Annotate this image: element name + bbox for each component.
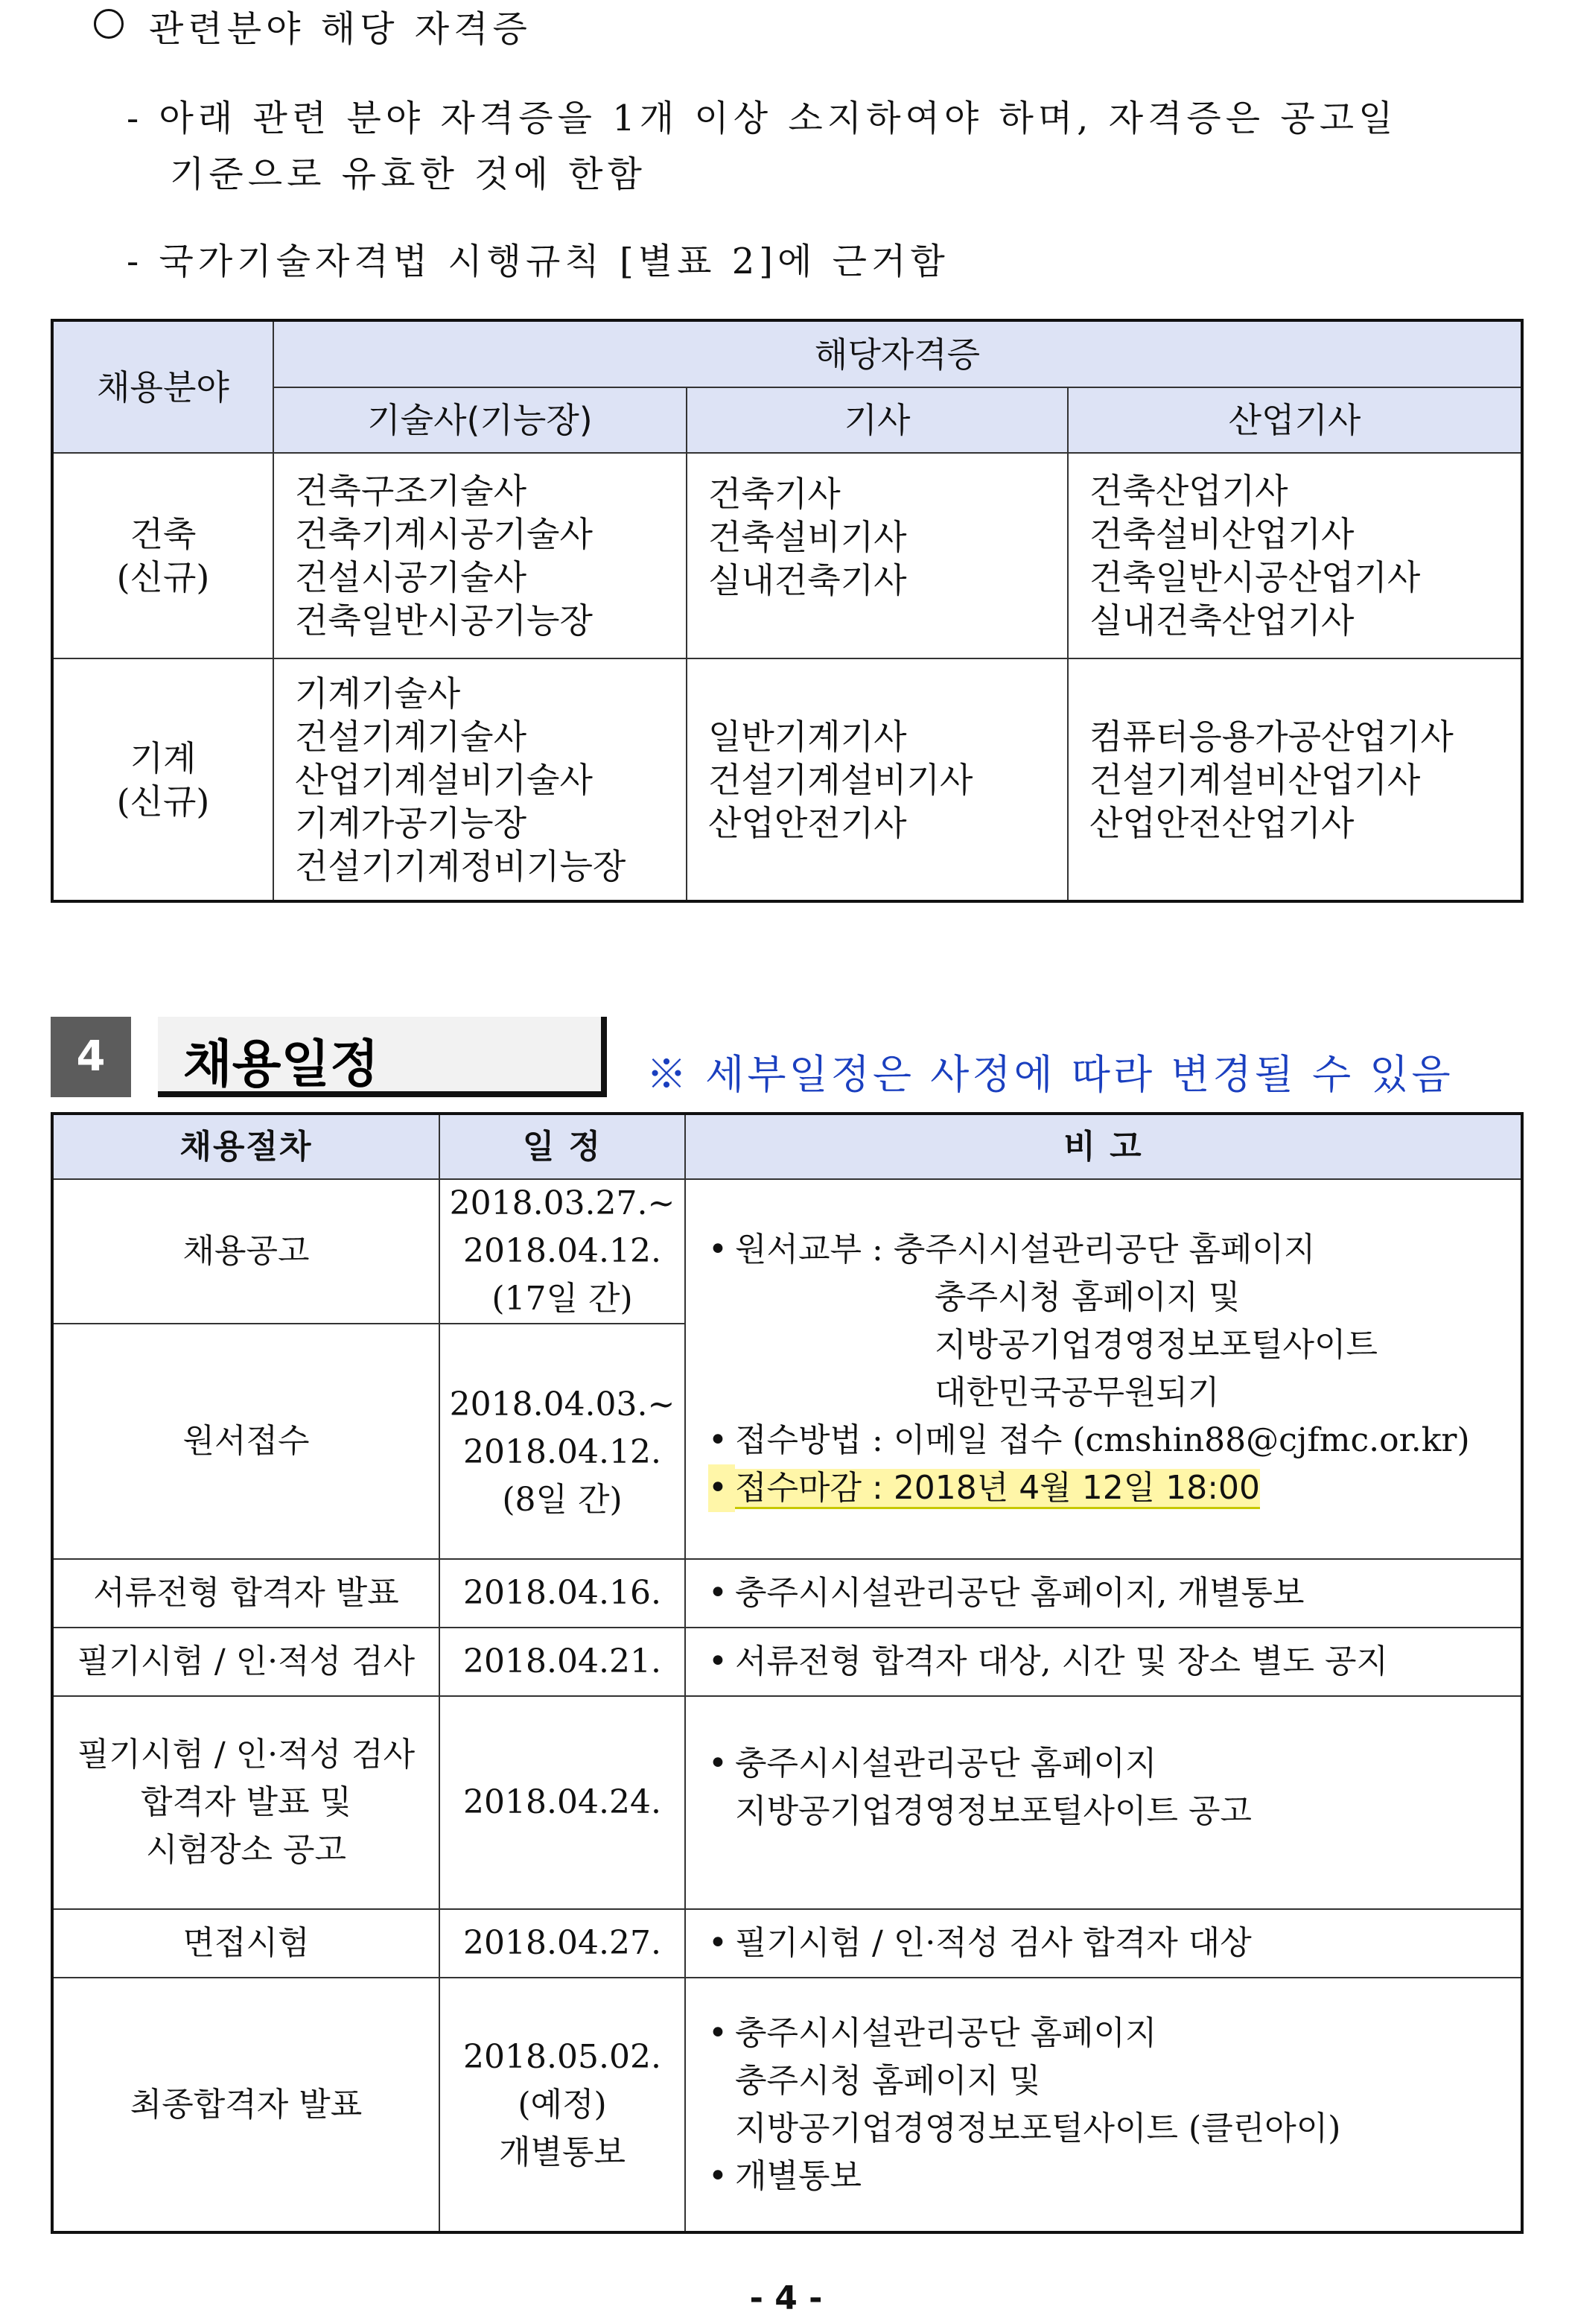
list-item: 실내건축산업기사 — [1089, 600, 1355, 641]
step-cell — [52, 1696, 439, 1909]
list-item: 실내건축기사 — [708, 560, 907, 600]
remark-line — [708, 1464, 1521, 1512]
tech-list — [273, 453, 687, 658]
remark-cell — [685, 1909, 1522, 1978]
date-cell — [439, 1324, 685, 1559]
list-item: 건축일반시공기능장 — [295, 600, 593, 641]
remark-line — [708, 1226, 1521, 1274]
date-cell — [439, 1179, 685, 1324]
remark-deadline: 접수마감 : 2018년 4월 12일 18:00 — [735, 1469, 1260, 1509]
step-cell: 원서접수 — [52, 1324, 439, 1559]
date-cell: 2018.04.24. — [439, 1696, 685, 1909]
remark-text: 필기시험 / 인·적성 검사 합격자 대상 — [735, 1924, 1252, 1962]
table-row — [52, 1978, 1522, 2232]
date-cell: 2018.04.27. — [439, 1909, 685, 1978]
date-line: 2018.04.12. — [463, 1232, 661, 1270]
gisa-list — [687, 453, 1068, 658]
bullet-icon: • — [708, 1924, 728, 1962]
table-row — [52, 1696, 1522, 1909]
bullet-icon: • — [708, 1574, 728, 1612]
list-item: 기계기술사 — [295, 673, 461, 714]
remark-site: 지방공기업경영정보포털사이트 — [935, 1326, 1378, 1364]
remark-site: 충주시시설관리공단 홈페이지 — [893, 1231, 1316, 1269]
date-line: 2018.04.03.~ — [449, 1385, 675, 1423]
list-item: 기계가공기능장 — [295, 802, 527, 843]
bullet2: - 국가기술자격법 시행규칙 [별표 2]에 근거함 — [127, 241, 949, 282]
date-line: (8일 간) — [502, 1481, 623, 1519]
list-item: 일반기계기사 — [708, 716, 907, 757]
col-field-header: 채용분야 — [52, 320, 273, 453]
remark-text: 충주시시설관리공단 홈페이지 — [735, 1744, 1157, 1782]
list-item: 건축산업기사 — [1089, 471, 1288, 511]
list-item: 컴퓨터응용가공산업기사 — [1089, 716, 1454, 757]
list-item: 건축일반시공산업기사 — [1089, 557, 1421, 597]
step-cell: 채용공고 — [52, 1179, 439, 1324]
field-name: 기계 — [130, 737, 197, 778]
remark-text: 충주시청 홈페이지 및 — [735, 2061, 1041, 2100]
list-item: 건축기사 — [708, 474, 841, 514]
schedule-table — [51, 1112, 1524, 2234]
industrial-list — [1068, 453, 1522, 658]
section-number: 4 — [51, 1017, 131, 1097]
list-item: 산업기계설비기술사 — [295, 759, 593, 800]
date-line: 개별통보 — [498, 2133, 626, 2171]
remark-apply-cell — [685, 1179, 1522, 1559]
tech-list — [273, 658, 687, 901]
remark-line — [708, 1417, 1521, 1464]
section-title: 채용일정 — [183, 1035, 379, 1094]
bullet-icon: • — [708, 1744, 728, 1782]
remark-cell — [685, 1559, 1522, 1628]
bullet-icon: • — [708, 2013, 728, 2052]
table-row — [52, 1559, 1522, 1628]
section-title-box — [158, 1017, 607, 1097]
field-cell — [52, 658, 273, 901]
remark-text: 충주시시설관리공단 홈페이지 — [735, 2013, 1157, 2052]
remark-cell — [685, 1978, 1522, 2232]
date-line: (예정) — [518, 2085, 607, 2124]
col-date-header: 일 정 — [439, 1114, 685, 1179]
date-line: 2018.04.12. — [463, 1433, 661, 1471]
step-cell: 필기시험 / 인·적성 검사 — [52, 1628, 439, 1696]
date-cell: 2018.04.16. — [439, 1559, 685, 1628]
remark-site: 충주시청 홈페이지 및 — [935, 1278, 1241, 1316]
col-remark-header: 비 고 — [685, 1114, 1522, 1179]
remark-cell — [685, 1696, 1522, 1909]
list-item: 건설기계설비산업기사 — [1089, 759, 1421, 800]
step-cell: 서류전형 합격자 발표 — [52, 1559, 439, 1628]
step-line: 필기시험 / 인·적성 검사 — [77, 1736, 416, 1774]
bullet-icon: • — [708, 1421, 728, 1459]
list-item: 건설시공기술사 — [295, 557, 527, 597]
list-item: 산업안전산업기사 — [1089, 802, 1355, 843]
field-name: 건축 — [130, 514, 197, 554]
industrial-list — [1068, 658, 1522, 901]
field-type: (신규) — [116, 557, 210, 597]
table-row — [52, 658, 1522, 901]
list-item: 건설기기계정비기능장 — [295, 845, 626, 886]
qualification-heading: 관련분야 해당 자격증 — [149, 8, 532, 50]
page-number: - 4 - — [749, 2279, 823, 2317]
remark-text: 서류전형 합격자 대상, 시간 및 장소 별도 공지 — [735, 1642, 1388, 1680]
circle-bullet-icon — [94, 9, 124, 39]
remark-text: 지방공기업경영정보포털사이트 공고 — [735, 1792, 1253, 1830]
col-gisa-header: 기사 — [687, 387, 1068, 453]
step-cell: 최종합격자 발표 — [52, 1978, 439, 2232]
bullet-icon: • — [708, 2156, 728, 2195]
bullet-icon: • — [708, 1464, 735, 1512]
step-line: 시험장소 공고 — [145, 1831, 346, 1869]
bullet-icon: • — [708, 1642, 728, 1680]
bullet1-line1: - 아래 관련 분야 자격증을 1개 이상 소지하여야 하며, 자격증은 공고일 — [127, 98, 1398, 139]
list-item: 건설기계설비기사 — [708, 759, 973, 800]
remark-text: 충주시시설관리공단 홈페이지, 개별통보 — [735, 1574, 1305, 1612]
date-cell: 2018.04.21. — [439, 1628, 685, 1696]
remark-cell — [685, 1628, 1522, 1696]
date-line: 2018.03.27.~ — [449, 1184, 675, 1222]
remark-label: 원서교부 : — [735, 1231, 894, 1269]
list-item: 건축설비기사 — [708, 517, 907, 557]
step-line: 합격자 발표 및 — [141, 1783, 351, 1821]
col-group-header: 해당자격증 — [273, 320, 1522, 387]
table-row — [52, 1628, 1522, 1696]
field-cell — [52, 453, 273, 658]
list-item: 산업안전기사 — [708, 802, 907, 843]
col-industrial-header: 산업기사 — [1068, 387, 1522, 453]
section-note: ※ 세부일정은 사정에 따라 변경될 수 있음 — [646, 1051, 1454, 1098]
table-row — [52, 1179, 1522, 1324]
date-line: 2018.05.02. — [463, 2037, 661, 2076]
list-item: 건축설비산업기사 — [1089, 514, 1355, 554]
field-type: (신규) — [116, 781, 210, 822]
col-tech-header: 기술사(기능장) — [273, 387, 687, 453]
remark-site: 대한민국공무원되기 — [935, 1374, 1220, 1412]
list-item: 건설기계기술사 — [295, 716, 527, 757]
step-cell: 면접시험 — [52, 1909, 439, 1978]
gisa-list — [687, 658, 1068, 901]
remark-method: 접수방법 : 이메일 접수 (cmshin88@cjfmc.or.kr) — [735, 1421, 1470, 1459]
table-row — [52, 1909, 1522, 1978]
col-step-header: 채용절차 — [52, 1114, 439, 1179]
bullet1-line2: 기준으로 유효한 것에 한함 — [170, 153, 646, 195]
list-item: 건축기계시공기술사 — [295, 514, 593, 554]
certificate-table — [51, 319, 1524, 903]
remark-text: 지방공기업경영정보포털사이트 (클린아이) — [735, 2109, 1341, 2147]
list-item: 건축구조기술사 — [295, 471, 527, 511]
bullet-icon: • — [708, 1231, 728, 1269]
date-line: (17일 간) — [491, 1280, 633, 1318]
date-cell — [439, 1978, 685, 2232]
table-row — [52, 453, 1522, 658]
remark-text: 개별통보 — [735, 2156, 862, 2195]
